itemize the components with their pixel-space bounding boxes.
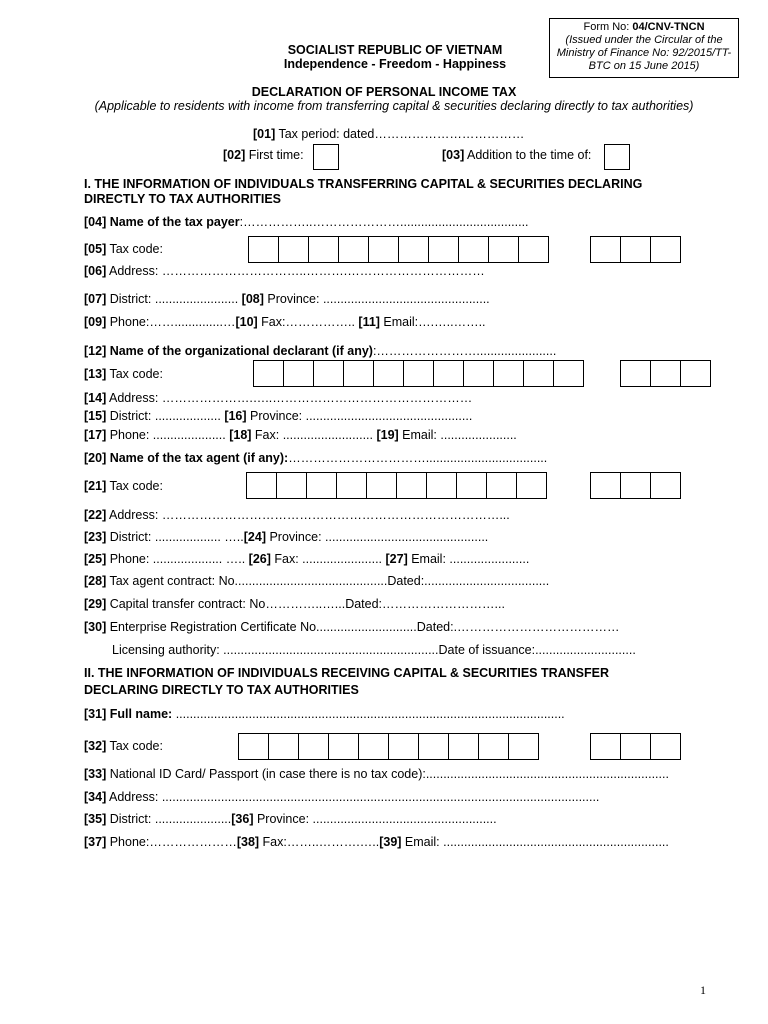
field-13-tax-code-label: [13] Tax code: — [84, 367, 163, 381]
field-23-24-district-province: [23] District: ................... …..[24] Province: ............................................... — [84, 530, 489, 544]
tax-agent-tax-code-suffix-boxes[interactable] — [590, 472, 680, 499]
form-issued-line-2: Ministry of Finance No: 92/2015/TT- — [556, 47, 732, 59]
form-issued-line-1: (Issued under the Circular of the — [565, 34, 723, 46]
taxpayer-tax-code-suffix-boxes[interactable] — [590, 236, 680, 263]
field-17-19-contact: [17] Phone: ..................... [18] Fax: .......................... [19] Email: ...................... — [84, 428, 517, 442]
declarant-tax-code-suffix-boxes[interactable] — [620, 360, 710, 387]
field-01-tax-period: [01] Tax period: dated……………………………… — [253, 127, 525, 141]
document-subtitle: (Applicable to residents with income from transferring capital & securities declaring directly to tax authorities) — [94, 99, 694, 113]
section-1-heading-line-2: DIRECTLY TO TAX AUTHORITIES — [84, 192, 282, 206]
field-06-address: [06] Address: ……………………………..……….…………………………… — [84, 264, 485, 278]
field-15-16-district-province: [15] District: ................... [16] Province: ................................................ — [84, 409, 473, 423]
form-number: Form No: 04/CNV-TNCN — [583, 21, 705, 33]
field-07-08-district-province: [07] District: ........................ [08] Province: ................................................ — [84, 292, 490, 306]
field-31-full-name: [31] Full name: ................................................................................................................ — [84, 707, 565, 721]
field-25-27-contact: [25] Phone: .................... ….. [26] Fax: ....................... [27] Email: ....................... — [84, 552, 530, 566]
field-12-declarant-name: [12] Name of the organizational declarant (if any):……………………....................... — [84, 344, 557, 358]
field-02-first-time: [02] First time: — [223, 148, 304, 162]
field-30-enterprise-registration: [30] Enterprise Registration Certificate No.............................Dated:.………………………………… — [84, 620, 620, 634]
field-04-taxpayer-name: [04] Name of the tax payer:……………..…………………..................................... — [84, 215, 529, 229]
field-09-11-contact: [09] Phone:……..............…[10] Fax:…………….. [11] Email:….…..…….. — [84, 315, 486, 329]
form-number-box — [549, 18, 739, 78]
field-37-39-contact: [37] Phone:…………………[38] Fax:……..……….…..[39] Email: ................................................................. — [84, 835, 669, 849]
field-22-address: [22] Address: ………………………………………………………………………... — [84, 508, 510, 522]
field-28-tax-agent-contract: [28] Tax agent contract: No............................................Dated:.................................... — [84, 574, 550, 588]
field-03-addition: [03] Addition to the time of: — [442, 148, 592, 162]
receiver-tax-code-suffix-boxes[interactable] — [590, 733, 680, 760]
page-number: 1 — [700, 983, 706, 997]
field-05-tax-code-label: [05] Tax code: — [84, 242, 163, 256]
addition-checkbox[interactable] — [604, 144, 630, 170]
section-1-heading-line-1: I. THE INFORMATION OF INDIVIDUALS TRANSFERRING CAPITAL & SECURITIES DECLARING — [84, 177, 643, 191]
field-20-tax-agent-name: [20] Name of the tax agent (if any):……………………………................................... — [84, 451, 548, 465]
tax-agent-tax-code-boxes[interactable] — [246, 472, 546, 499]
declarant-tax-code-boxes[interactable] — [253, 360, 583, 387]
section-2-heading-line-2: DECLARING DIRECTLY TO TAX AUTHORITIES — [84, 683, 359, 697]
taxpayer-tax-code-boxes[interactable] — [248, 236, 548, 263]
receiver-tax-code-boxes[interactable] — [238, 733, 538, 760]
form-issued-line-3: BTC on 15 June 2015) — [588, 60, 700, 72]
field-14-address: [14] Address: ………………….…..………………………………………… — [84, 391, 473, 405]
section-2-heading-line-1: II. THE INFORMATION OF INDIVIDUALS RECEIVING CAPITAL & SECURITIES TRANSFER — [84, 666, 610, 680]
field-21-tax-code-label: [21] Tax code: — [84, 479, 163, 493]
document-title: DECLARATION OF PERSONAL INCOME TAX — [251, 85, 517, 99]
field-35-36-district-province: [35] District: ......................[36] Province: ..................................................... — [84, 812, 497, 826]
field-32-tax-code-label: [32] Tax code: — [84, 739, 163, 753]
field-29-capital-transfer-contract: [29] Capital transfer contract: No…………..…...Dated:………………………... — [84, 597, 505, 611]
first-time-checkbox[interactable] — [313, 144, 339, 170]
field-34-address: [34] Address: .............................................................................................................................. — [84, 790, 600, 804]
national-motto: Independence - Freedom - Happiness — [283, 57, 507, 71]
field-33-national-id: [33] National ID Card/ Passport (in case there is no tax code):...................................................................... — [84, 767, 669, 781]
country-name: SOCIALIST REPUBLIC OF VIETNAM — [287, 43, 503, 57]
licensing-authority: Licensing authority: ..............................................................Date of issuance:............................. — [112, 643, 636, 657]
